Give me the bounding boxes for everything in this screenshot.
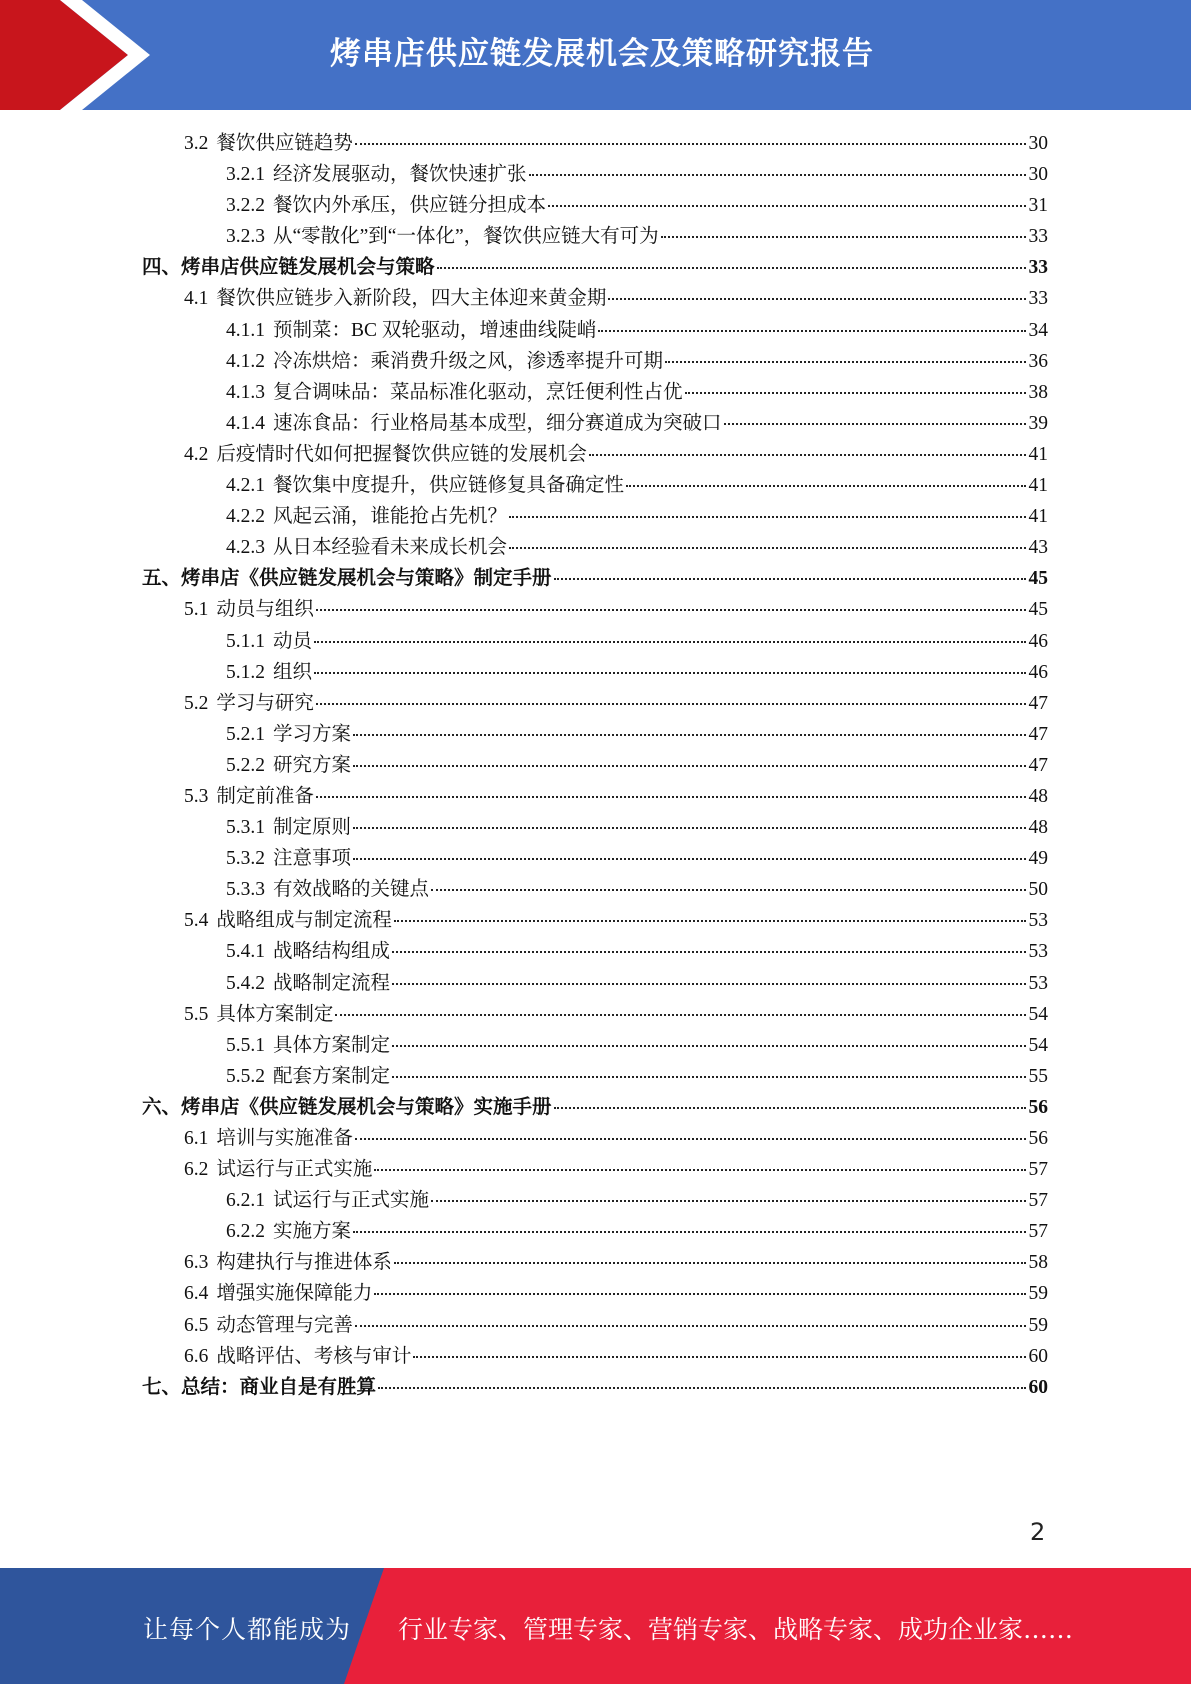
toc-dot-leader — [392, 951, 1026, 953]
page-footer — [0, 1568, 1191, 1684]
toc-entry-title: 烤串店《供应链发展机会与策略》制定手册 — [181, 568, 552, 590]
toc-entry-page: 47 — [1028, 754, 1048, 776]
toc-entry-page: 46 — [1028, 630, 1048, 652]
toc-entry-title: 战略结构组成 — [273, 941, 391, 963]
toc-entry-title: 配套方案制定 — [273, 1065, 391, 1087]
toc-entry-page: 45 — [1028, 599, 1048, 621]
toc-entry-page: 53 — [1028, 972, 1048, 994]
toc-dot-leader — [661, 236, 1026, 238]
toc-entry[interactable] — [142, 968, 1048, 999]
toc-entry-page: 55 — [1028, 1065, 1048, 1087]
toc-dot-leader — [548, 205, 1026, 207]
toc-entry-title: 速冻食品：行业格局基本成型，细分赛道成为突破口 — [273, 412, 722, 434]
toc-entry[interactable] — [142, 501, 1048, 532]
toc-entry-page: 48 — [1028, 785, 1048, 807]
toc-entry[interactable] — [142, 190, 1048, 221]
toc-entry-number: 5.4.2 — [226, 972, 265, 994]
toc-entry-title: 制定原则 — [273, 817, 352, 839]
toc-dot-leader — [316, 609, 1026, 611]
toc-dot-leader — [314, 672, 1026, 674]
toc-entry-number: 4.1.3 — [226, 381, 265, 403]
toc-entry-title: 餐饮集中度提升，供应链修复具备确定性 — [273, 475, 625, 497]
toc-entry-page: 47 — [1028, 692, 1048, 714]
toc-entry-number: 5.4 — [184, 910, 209, 932]
toc-entry[interactable] — [142, 1310, 1048, 1341]
toc-entry-number: 4.1.1 — [226, 319, 265, 341]
toc-entry-title: 战略组成与制定流程 — [216, 910, 392, 932]
toc-entry-title: 战略制定流程 — [273, 972, 391, 994]
toc-entry[interactable] — [142, 1123, 1048, 1154]
toc-entry-page: 56 — [1028, 1128, 1048, 1149]
toc-dot-leader — [554, 1107, 1026, 1109]
toc-entry-page: 30 — [1028, 133, 1048, 154]
toc-dot-leader — [685, 392, 1026, 394]
toc-entry-number: 4.1.2 — [226, 350, 265, 372]
toc-entry-page: 33 — [1028, 288, 1048, 310]
toc-entry-page: 41 — [1028, 443, 1048, 465]
toc-entry-title: 动态管理与完善 — [216, 1314, 353, 1336]
toc-entry-number: 4.1 — [184, 288, 209, 310]
toc-entry-page: 56 — [1028, 1096, 1048, 1118]
toc-entry-title: 试运行与正式实施 — [216, 1159, 373, 1181]
toc-entry-number: 5.2 — [184, 692, 209, 714]
toc-entry-page: 46 — [1028, 661, 1048, 683]
toc-entry-page: 43 — [1028, 537, 1048, 559]
toc-dot-leader — [431, 1200, 1026, 1202]
toc-entry[interactable] — [142, 283, 1048, 314]
toc-entry-number: 五、 — [142, 568, 182, 590]
toc-entry-number: 3.2.2 — [226, 195, 265, 217]
toc-entry-number: 5.3.3 — [226, 879, 265, 901]
toc-entry-title: 实施方案 — [273, 1221, 352, 1243]
toc-entry-number: 6.4 — [184, 1283, 209, 1305]
toc-entry[interactable] — [142, 657, 1048, 688]
toc-entry-page: 47 — [1028, 723, 1048, 745]
toc-entry[interactable] — [142, 905, 1048, 936]
toc-entry[interactable] — [142, 221, 1048, 252]
toc-entry-page: 41 — [1028, 506, 1048, 528]
toc-entry-number: 5.1.1 — [226, 630, 265, 652]
toc-dot-leader — [392, 1076, 1026, 1078]
toc-entry[interactable] — [142, 532, 1048, 563]
toc-entry[interactable] — [142, 1278, 1048, 1309]
toc-entry[interactable] — [142, 750, 1048, 781]
toc-entry[interactable] — [142, 594, 1048, 625]
toc-entry-number: 6.2.1 — [226, 1190, 265, 1212]
toc-entry-number: 6.6 — [184, 1345, 209, 1367]
toc-entry-number: 4.2.1 — [226, 475, 265, 497]
toc-entry-title: 预制菜：BC 双轮驱动，增速曲线陡峭 — [273, 319, 597, 341]
toc-entry[interactable] — [142, 1061, 1048, 1092]
toc-entry-title: 培训与实施准备 — [216, 1128, 353, 1149]
toc-entry-title: 冷冻烘焙：乘消费升级之风，渗透率提升可期 — [273, 350, 664, 372]
toc-entry-title: 餐饮供应链趋势 — [216, 133, 353, 154]
toc-entry[interactable] — [142, 688, 1048, 719]
toc-entry-title: 烤串店供应链发展机会与策略 — [181, 257, 435, 279]
toc-entry-number: 4.1.4 — [226, 412, 265, 434]
toc-entry-number: 6.1 — [184, 1128, 209, 1149]
toc-entry[interactable] — [142, 470, 1048, 501]
toc-entry-number: 5.1.2 — [226, 661, 265, 683]
toc-entry-number: 5.3 — [184, 785, 209, 807]
toc-entry[interactable] — [142, 159, 1048, 190]
toc-dot-leader — [598, 330, 1026, 332]
toc-dot-leader — [355, 1138, 1026, 1140]
toc-entry-title: 后疫情时代如何把握餐饮供应链的发展机会 — [216, 443, 587, 465]
toc-entry-number: 六、 — [142, 1096, 182, 1118]
toc-entry-number: 5.5.1 — [226, 1034, 265, 1056]
page-number: 2 — [1030, 1518, 1046, 1546]
toc-entry[interactable] — [142, 377, 1048, 408]
toc-entry-title: 具体方案制定 — [216, 1003, 334, 1025]
toc-dot-leader — [554, 578, 1026, 580]
toc-entry-number: 七、 — [142, 1376, 182, 1398]
toc-entry-number: 5.3.2 — [226, 848, 265, 870]
toc-entry[interactable] — [142, 626, 1048, 657]
toc-entry-title: 具体方案制定 — [273, 1034, 391, 1056]
toc-dot-leader — [724, 423, 1026, 425]
toc-entry-page: 53 — [1028, 941, 1048, 963]
toc-entry-page: 49 — [1028, 848, 1048, 870]
toc-entry-title: 从日本经验看未来成长机会 — [273, 537, 508, 559]
toc-entry-page: 53 — [1028, 910, 1048, 932]
toc-entry-page: 38 — [1028, 381, 1048, 403]
toc-dot-leader — [316, 796, 1026, 798]
toc-entry[interactable] — [142, 812, 1048, 843]
toc-dot-leader — [665, 361, 1026, 363]
toc-entry-title: 学习与研究 — [216, 692, 314, 714]
toc-dot-leader — [314, 641, 1026, 643]
toc-entry-page: 36 — [1028, 350, 1048, 372]
toc-entry-number: 6.2 — [184, 1159, 209, 1181]
toc-entry-number: 5.4.1 — [226, 941, 265, 963]
toc-entry[interactable] — [142, 874, 1048, 905]
footer-slogan-left: 让每个人都能成为 — [143, 1615, 352, 1644]
toc-entry-page: 60 — [1028, 1345, 1048, 1367]
toc-entry-number: 4.2.2 — [226, 506, 265, 528]
toc-entry[interactable] — [142, 563, 1048, 594]
toc-dot-leader — [437, 267, 1026, 269]
toc-entry[interactable] — [142, 843, 1048, 874]
toc-entry-page: 57 — [1028, 1221, 1048, 1243]
toc-entry-title: 注意事项 — [273, 848, 352, 870]
toc-entry[interactable] — [142, 1030, 1048, 1061]
toc-entry-title: 风起云涌，谁能抢占先机？ — [273, 506, 508, 528]
toc-dot-leader — [529, 174, 1026, 176]
toc-entry[interactable] — [142, 999, 1048, 1030]
toc-entry[interactable] — [142, 781, 1048, 812]
toc-entry-number: 5.1 — [184, 599, 209, 621]
footer-slogan-right: 行业专家、管理专家、营销专家、战略专家、成功企业家…… — [398, 1615, 1074, 1644]
toc-dot-leader — [353, 827, 1026, 829]
toc-dot-leader — [355, 1325, 1026, 1327]
toc-entry-page: 39 — [1028, 412, 1048, 434]
toc-dot-leader — [608, 298, 1026, 300]
toc-entry-number: 3.2 — [184, 133, 209, 154]
toc-entry-page: 54 — [1028, 1003, 1048, 1025]
toc-entry-number: 6.5 — [184, 1314, 209, 1336]
toc-entry[interactable] — [142, 1372, 1048, 1403]
toc-entry-number: 4.2 — [184, 443, 209, 465]
toc-entry-page: 34 — [1028, 319, 1048, 341]
toc-dot-leader — [374, 1169, 1026, 1171]
toc-entry-page: 30 — [1028, 164, 1048, 186]
toc-entry-number: 3.2.3 — [226, 226, 265, 248]
toc-entry-number: 3.2.1 — [226, 164, 265, 186]
toc-entry-page: 58 — [1028, 1252, 1048, 1274]
toc-entry-number: 5.2.1 — [226, 723, 265, 745]
toc-entry-number: 5.5.2 — [226, 1065, 265, 1087]
toc-dot-leader — [353, 1231, 1026, 1233]
toc-entry-title: 经济发展驱动，餐饮快速扩张 — [273, 164, 527, 186]
toc-dot-leader — [353, 765, 1026, 767]
toc-entry-number: 6.2.2 — [226, 1221, 265, 1243]
toc-entry[interactable] — [142, 1154, 1048, 1185]
page-header — [0, 0, 1191, 110]
toc-entry-title: 构建执行与推进体系 — [216, 1252, 392, 1274]
toc-entry-page: 33 — [1028, 257, 1048, 279]
toc-entry[interactable] — [142, 1341, 1048, 1372]
toc-dot-leader — [316, 703, 1026, 705]
toc-entry-page: 57 — [1028, 1159, 1048, 1181]
toc-entry-number: 4.2.3 — [226, 537, 265, 559]
toc-entry-title: 学习方案 — [273, 723, 352, 745]
toc-entry-number: 5.2.2 — [226, 754, 265, 776]
toc-entry[interactable] — [142, 439, 1048, 470]
toc-dot-leader — [374, 1293, 1026, 1295]
toc-dot-leader — [431, 889, 1026, 891]
toc-entry-title: 有效战略的关键点 — [273, 879, 430, 901]
table-of-contents — [142, 128, 1048, 1403]
toc-entry-page: 59 — [1028, 1314, 1048, 1336]
toc-entry-title: 餐饮供应链步入新阶段，四大主体迎来黄金期 — [216, 288, 607, 310]
toc-entry-title: 研究方案 — [273, 754, 352, 776]
toc-dot-leader — [509, 516, 1026, 518]
toc-entry[interactable] — [142, 719, 1048, 750]
toc-entry-page: 45 — [1028, 568, 1048, 590]
toc-entry-page: 50 — [1028, 879, 1048, 901]
toc-dot-leader — [589, 454, 1026, 456]
toc-entry-number: 5.5 — [184, 1003, 209, 1025]
header-title: 烤串店供应链发展机会及策略研究报告 — [330, 36, 874, 72]
toc-entry-number: 6.3 — [184, 1252, 209, 1274]
toc-dot-leader — [394, 920, 1026, 922]
toc-entry[interactable] — [142, 1247, 1048, 1278]
toc-entry-number: 四、 — [142, 257, 182, 279]
toc-entry-page: 54 — [1028, 1034, 1048, 1056]
toc-entry[interactable] — [142, 128, 1048, 159]
toc-entry-title: 总结：商业自是有胜算 — [181, 1376, 377, 1398]
toc-dot-leader — [413, 1356, 1026, 1358]
toc-entry[interactable] — [142, 1185, 1048, 1216]
toc-entry-title: 动员 — [273, 630, 313, 652]
toc-entry-page: 33 — [1028, 226, 1048, 248]
toc-entry-page: 57 — [1028, 1190, 1048, 1212]
toc-dot-leader — [394, 1262, 1026, 1264]
toc-dot-leader — [392, 983, 1026, 985]
toc-entry[interactable] — [142, 346, 1048, 377]
toc-entry-title: 烤串店《供应链发展机会与策略》实施手册 — [181, 1096, 552, 1118]
toc-dot-leader — [335, 1014, 1026, 1016]
toc-entry[interactable] — [142, 252, 1048, 283]
toc-dot-leader — [353, 734, 1026, 736]
toc-entry-page: 41 — [1028, 475, 1048, 497]
toc-entry-page: 59 — [1028, 1283, 1048, 1305]
toc-entry[interactable] — [142, 936, 1048, 967]
toc-entry-number: 5.3.1 — [226, 817, 265, 839]
toc-dot-leader — [509, 547, 1026, 549]
toc-entry-title: 试运行与正式实施 — [273, 1190, 430, 1212]
toc-entry-page: 60 — [1028, 1376, 1048, 1398]
toc-dot-leader — [626, 485, 1026, 487]
toc-entry[interactable] — [142, 1216, 1048, 1247]
toc-entry-title: 制定前准备 — [216, 785, 314, 807]
toc-dot-leader — [392, 1045, 1026, 1047]
toc-entry[interactable] — [142, 1092, 1048, 1123]
toc-entry[interactable] — [142, 408, 1048, 439]
toc-dot-leader — [353, 858, 1026, 860]
toc-entry-title: 增强实施保障能力 — [216, 1283, 373, 1305]
toc-entry-title: 战略评估、考核与审计 — [216, 1345, 412, 1367]
toc-entry-title: 组织 — [273, 661, 313, 683]
toc-entry-page: 31 — [1028, 195, 1048, 217]
toc-dot-leader — [355, 143, 1026, 145]
toc-entry-page: 48 — [1028, 817, 1048, 839]
toc-dot-leader — [378, 1387, 1026, 1389]
toc-entry-title: 餐饮内外承压，供应链分担成本 — [273, 195, 547, 217]
toc-entry-title: 复合调味品：菜品标准化驱动，烹饪便利性占优 — [273, 381, 683, 403]
toc-entry-title: 从“零散化”到“一体化”，餐饮供应链大有可为 — [273, 226, 659, 248]
toc-entry[interactable] — [142, 315, 1048, 346]
toc-entry-title: 动员与组织 — [216, 599, 314, 621]
